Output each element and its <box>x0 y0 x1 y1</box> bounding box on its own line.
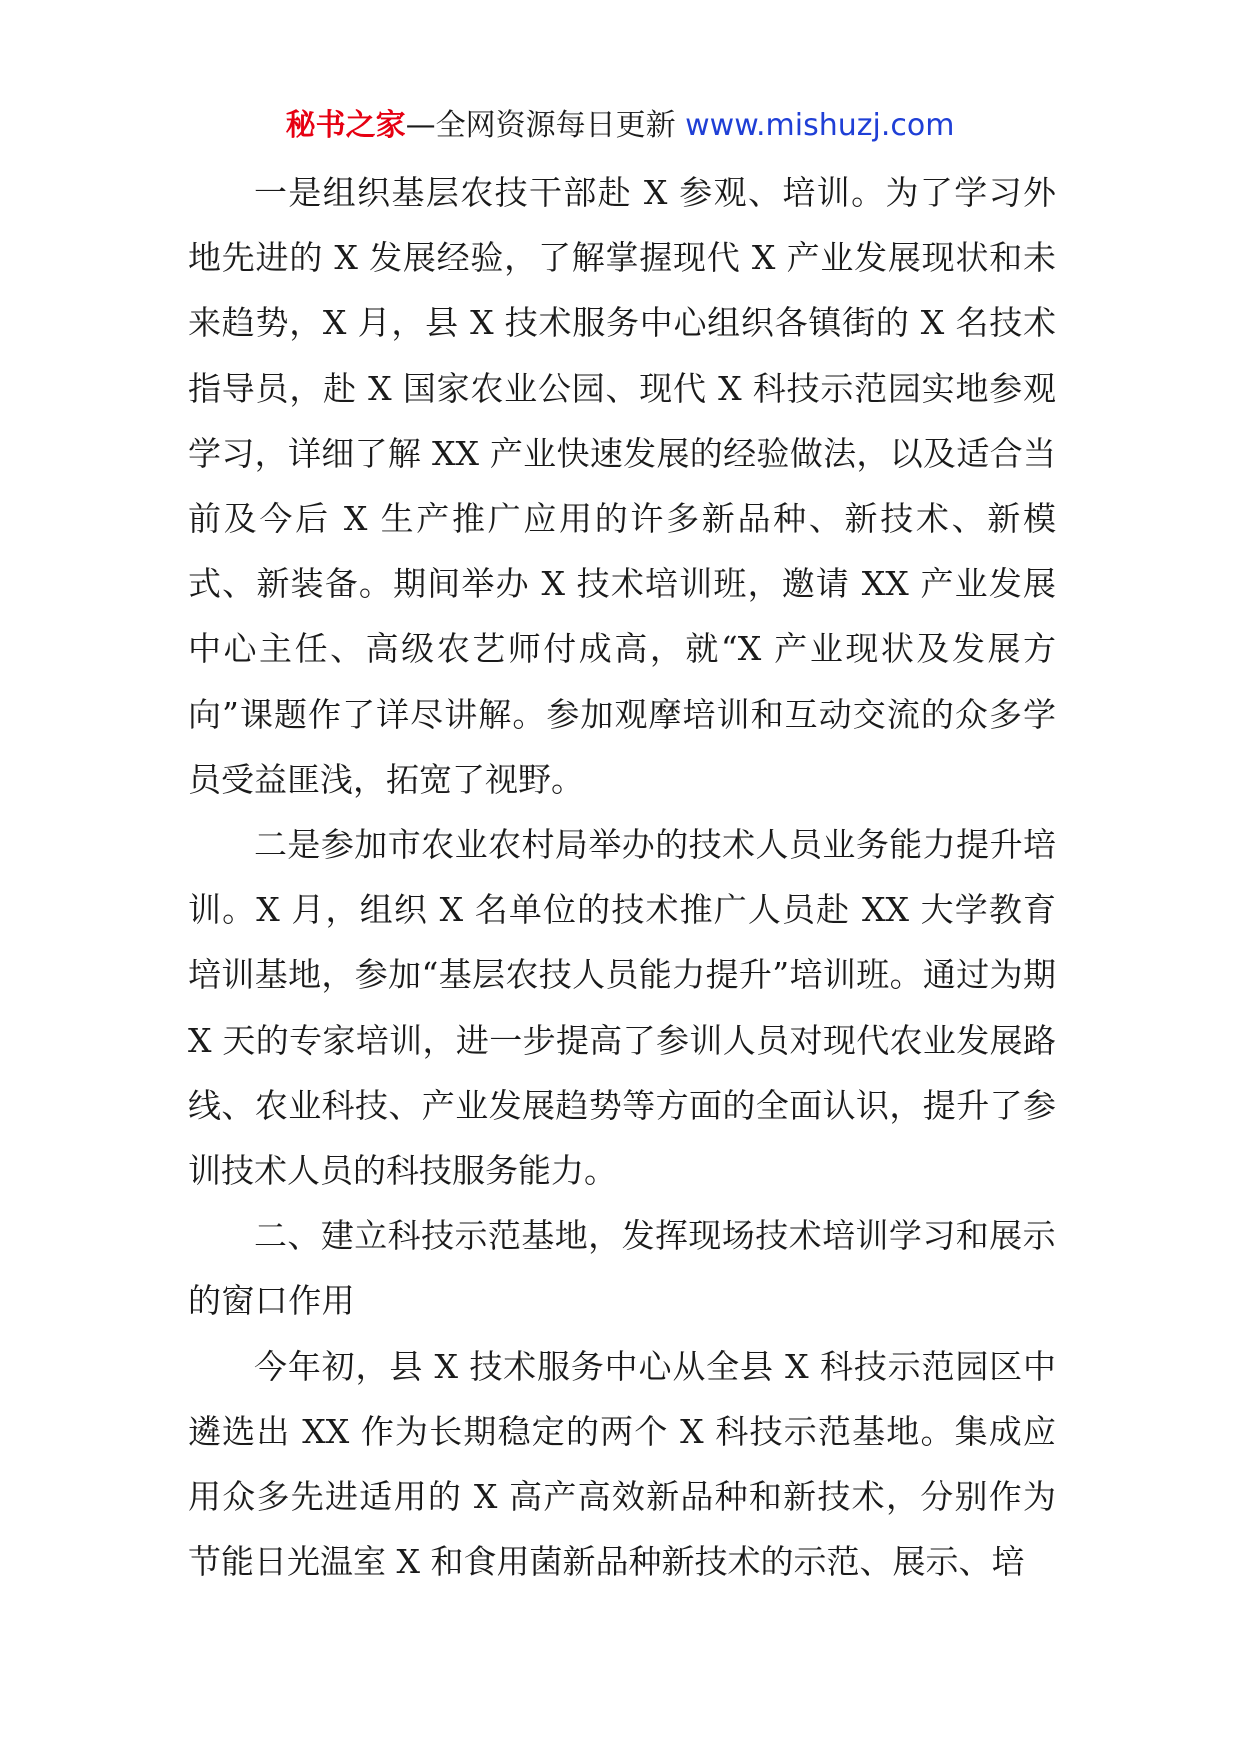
section-heading-demo-base: 二、建立科技示范基地，发挥现场技术培训学习和展示的窗口作用 <box>188 1216 1056 1321</box>
site-url-link[interactable]: www.mishuzj.com <box>685 108 955 143</box>
paragraph-capacity-training: 二是参加市农业农村局举办的技术人员业务能力提升培训。X 月，组织 X 名单位的技术推广人员赴 XX 大学教育培训基地，参加“基层农技人员能力提升”培训班。通过为期 X 天的专家培训，进一步提高了参训人员对现代农业发展路线、农业科技、产业发展趋势等方面的全面认识，提升了参训技术人员的科技服务能力。 <box>188 825 1056 1191</box>
document-body <box>188 160 1056 1594</box>
paragraph-training-visit: 一是组织基层农技干部赴 X 参观、培训。为了学习外地先进的 X 发展经验，了解掌握现代 X 产业发展现状和未来趋势，X 月，县 X 技术服务中心组织各镇街的 X 名技术指导员，赴 X 国家农业公园、现代 X 科技示范园实地参观学习，详细了解 XX 产业快速发展的经验做法，以及适合当前及今后 X 生产推广应用的许多新品种、新技术、新模式、新装备。期间举办 X 技术培训班，邀请 XX 产业发展中心主任、高级农艺师付成高，就“X 产业现状及发展方向”课题作了详尽讲解。参加观摩培训和互动交流的众多学员受益匪浅，拓宽了视野。 <box>188 173 1056 799</box>
site-tagline: —全网资源每日更新 <box>405 108 686 143</box>
site-header <box>0 106 1240 146</box>
brand-name: 秘书之家 <box>285 108 406 143</box>
paragraph-demo-base: 今年初，县 X 技术服务中心从全县 X 科技示范园区中遴选出 XX 作为长期稳定的两个 X 科技示范基地。集成应用众多先进适用的 X 高产高效新品种和新技术，分别作为节能日光温室 X 和食用菌新品种新技术的示范、展示、培 <box>188 1346 1056 1582</box>
